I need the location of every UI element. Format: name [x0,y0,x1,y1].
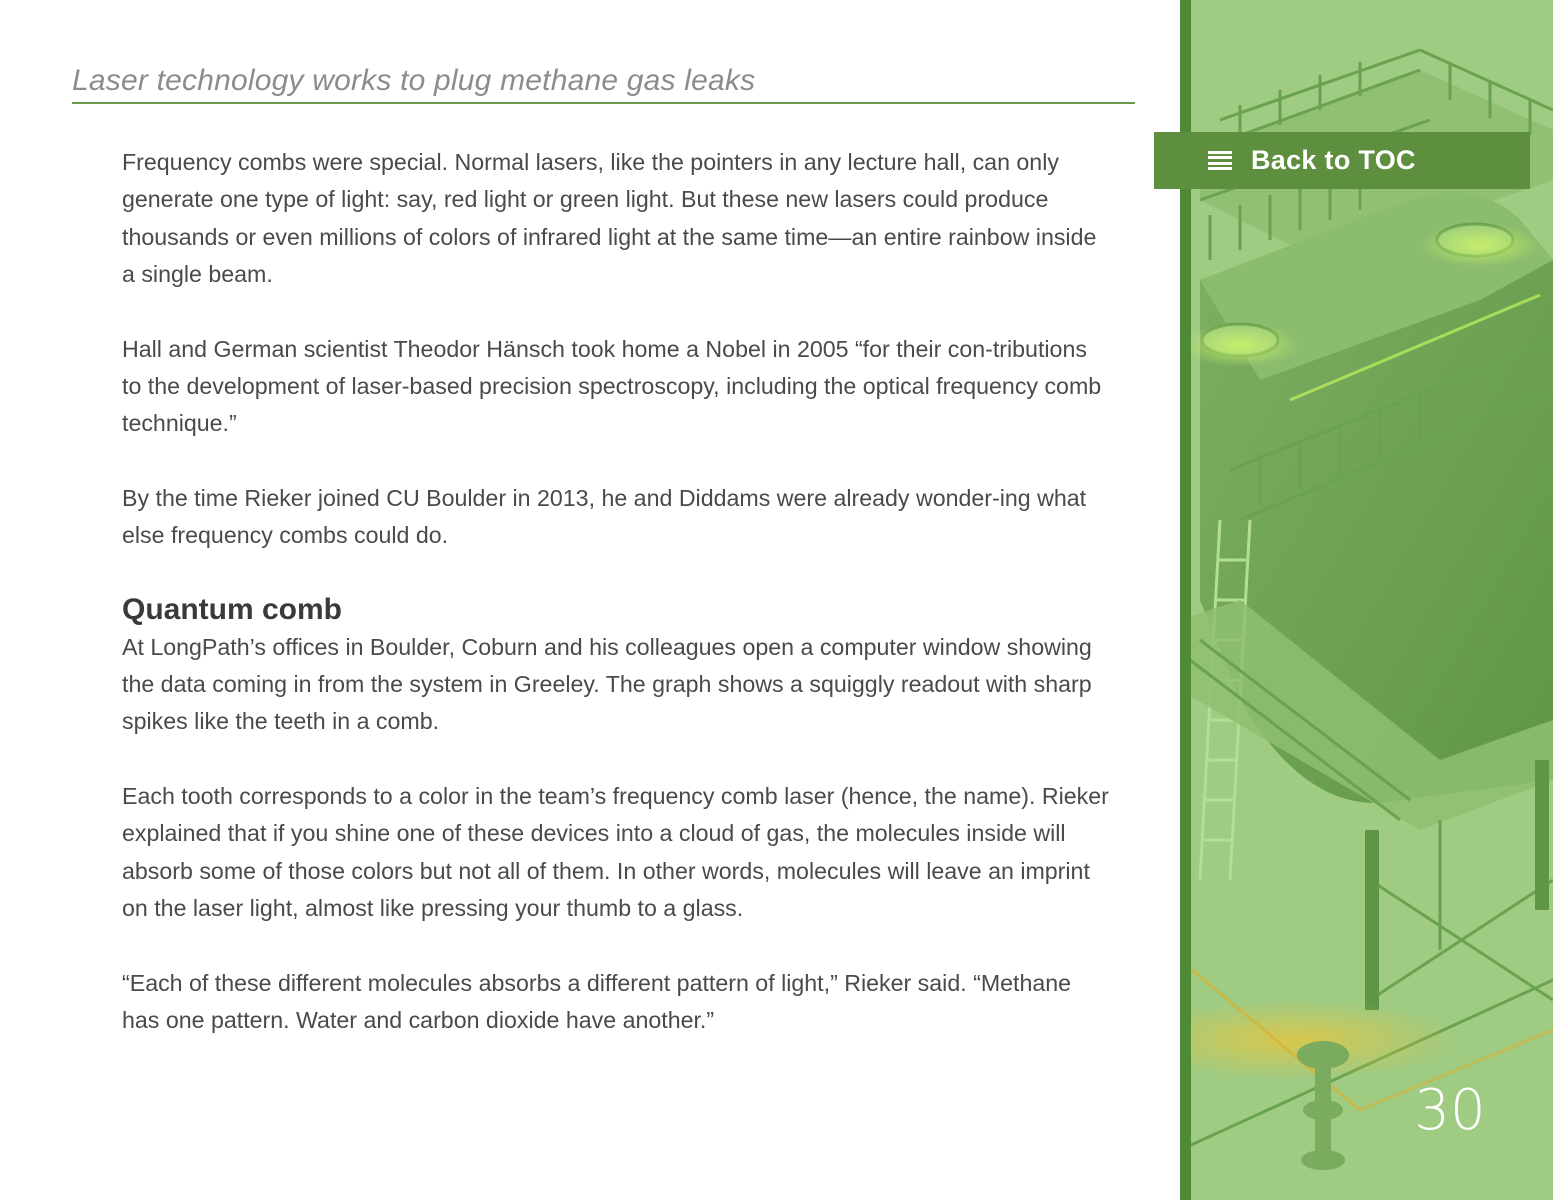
paragraph: “Each of these different molecules absorbs a different pattern of light,” Rieker said. “Methane has one pattern. Water and carbon dioxide have another.” [122,969,1072,1033]
paragraph: Hall and German scientist Theodor Hänsch took home a Nobel in 2005 “for their con-tributions to the development of laser-based precision spectroscopy, including the optical frequency comb technique.” [122,335,1102,437]
paragraph: Frequency combs were special. Normal lasers, like the pointers in any lecture hall, can only generate one type of light: say, red light or green light. But these new lasers could produce thousands or even millions of colors of infrared light at the same time—an entire rainbow inside a single beam. [122,149,1097,288]
paragraph: Each tooth corresponds to a color in the team’s frequency comb laser (hence, the name). Rieker explained that if you shine one of these devices into a cloud of gas, the molecules inside will absorb some of those colors but not all of them. In other words, molecules will leave an imprint on the laser light, almost like pressing your thumb to a glass. [122,782,1109,922]
page-number: 30 [1414,1078,1486,1143]
paragraph: At LongPath’s offices in Boulder, Coburn and his colleagues open a computer window showing the data coming in from the system in Greeley. The graph shows a squiggly readout with sharp spikes like the teeth in a comb. [122,633,1092,735]
list-icon [1208,151,1232,171]
section-heading: Quantum comb [122,592,343,626]
article-body [122,144,1112,1076]
back-to-toc-button[interactable] [1154,132,1530,189]
running-title: Laser technology works to plug methane gas leaks [72,64,1135,104]
paragraph: By the time Rieker joined CU Boulder in 2013, he and Diddams were already wonder-ing what else frequency combs could do. [122,484,1087,549]
back-to-toc-label: Back to TOC [1251,145,1416,175]
